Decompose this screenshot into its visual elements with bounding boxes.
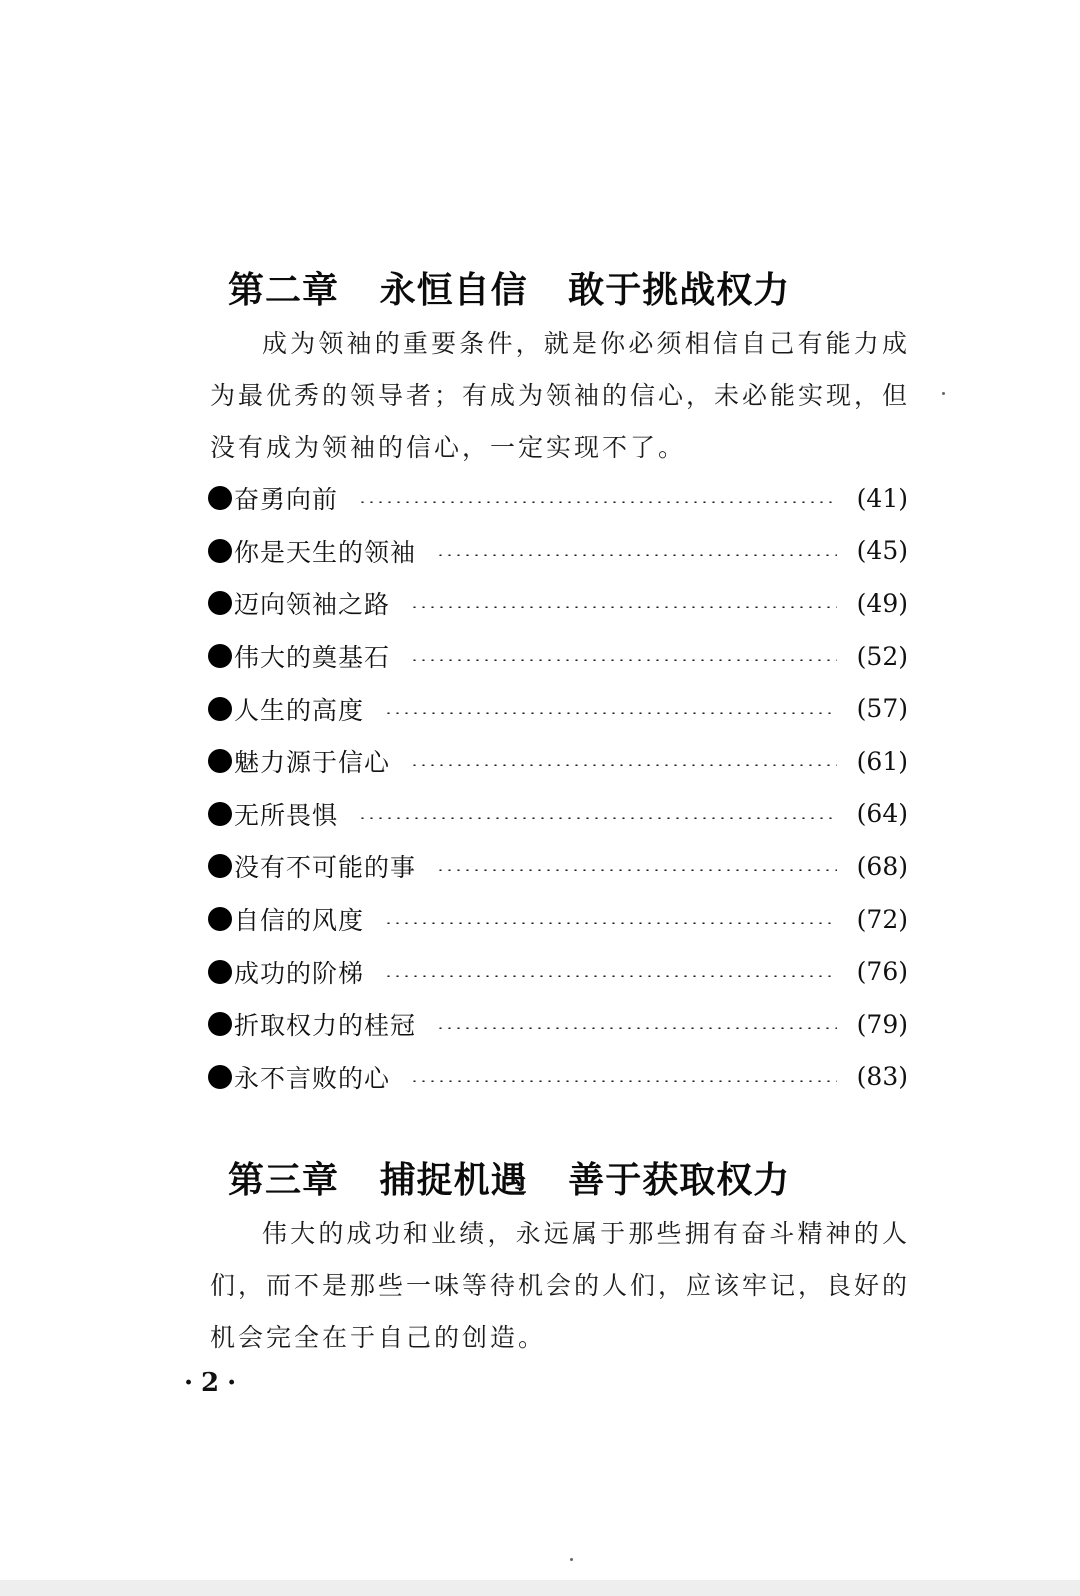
toc-entry-title: 伟大的奠基石	[234, 643, 391, 673]
toc-entry-page: (45)	[856, 536, 908, 566]
toc-entry-title: 成功的阶梯	[234, 958, 365, 988]
toc-entry-title: 魅力源于信心	[234, 748, 391, 778]
toc-entry-title: 折取权力的桂冠	[234, 1011, 417, 1041]
bullet-icon	[208, 749, 232, 773]
toc-entry-title: 奋勇向前	[234, 485, 339, 515]
toc-entry-page: (49)	[856, 588, 908, 618]
toc-entry-page: (79)	[856, 1009, 908, 1039]
toc-entry-page: (61)	[856, 746, 908, 776]
toc-entry-title: 迈向领袖之路	[234, 590, 391, 620]
chapter-2-toc	[208, 472, 908, 1103]
bullet-icon	[208, 697, 232, 721]
dot-leader	[410, 1080, 837, 1082]
toc-entry-title: 永不言败的心	[234, 1063, 391, 1093]
chapter-3-title: 第三章 捕捉机遇 善于获取权力	[228, 1160, 791, 1201]
dot-leader	[384, 922, 837, 924]
page-number: ·2·	[184, 1368, 245, 1398]
scan-speck	[570, 1558, 573, 1561]
toc-entry[interactable]	[208, 998, 908, 1051]
chapter-2-intro: 成为领袖的重要条件，就是你必须相信自己有能力成为最优秀的领导者；有成为领袖的信心，未必能实现，但没有成为领袖的信心，一定实现不了。	[210, 329, 911, 462]
bullet-icon	[208, 854, 232, 878]
toc-entry-page: (68)	[856, 851, 908, 881]
dot-leader	[410, 764, 837, 766]
toc-entry-title: 你是天生的领袖	[234, 537, 417, 567]
toc-entry[interactable]	[208, 682, 908, 735]
dot-leader	[384, 712, 837, 714]
toc-entry[interactable]	[208, 945, 908, 998]
bullet-icon	[208, 1012, 232, 1036]
bullet-icon	[208, 1065, 232, 1089]
bullet-icon	[208, 486, 232, 510]
toc-entry-page: (72)	[856, 904, 908, 934]
toc-entry[interactable]	[208, 735, 908, 788]
toc-entry-title: 人生的高度	[234, 695, 365, 725]
bullet-icon	[208, 960, 232, 984]
dot-leader	[384, 975, 837, 977]
dot-leader	[410, 659, 837, 661]
toc-entry-title: 没有不可能的事	[234, 853, 417, 883]
toc-entry-page: (41)	[856, 483, 908, 513]
toc-entry[interactable]	[208, 893, 908, 946]
dot-leader	[358, 817, 837, 819]
toc-entry-page: (57)	[856, 694, 908, 724]
toc-entry[interactable]	[208, 1051, 908, 1104]
bullet-icon	[208, 539, 232, 563]
chapter-3-intro: 伟大的成功和业绩，永远属于那些拥有奋斗精神的人们，而不是那些一味等待机会的人们，应该牢记，良好的机会完全在于自己的创造。	[210, 1219, 911, 1352]
dot-leader	[358, 501, 837, 503]
toc-entry-title: 自信的风度	[234, 906, 365, 936]
bullet-icon	[208, 644, 232, 668]
scan-speck	[942, 392, 945, 395]
toc-entry[interactable]	[208, 840, 908, 893]
dot-leader	[410, 606, 837, 608]
toc-entry[interactable]	[208, 630, 908, 683]
toc-entry[interactable]	[208, 577, 908, 630]
dot-leader	[436, 869, 837, 871]
dot-leader	[436, 1027, 837, 1029]
toc-entry-page: (83)	[856, 1062, 908, 1092]
viewer-bottom-strip	[0, 1580, 1080, 1596]
bullet-icon	[208, 591, 232, 615]
dot-leader	[436, 554, 837, 556]
toc-entry-page: (52)	[856, 641, 908, 671]
toc-entry[interactable]	[208, 525, 908, 578]
toc-entry-page: (76)	[856, 957, 908, 987]
bullet-icon	[208, 907, 232, 931]
chapter-2-title: 第二章 永恒自信 敢于挑战权力	[228, 270, 791, 311]
toc-entry-page: (64)	[856, 799, 908, 829]
toc-entry-title: 无所畏惧	[234, 800, 339, 830]
toc-entry[interactable]	[208, 788, 908, 841]
toc-entry[interactable]	[208, 472, 908, 525]
bullet-icon	[208, 802, 232, 826]
